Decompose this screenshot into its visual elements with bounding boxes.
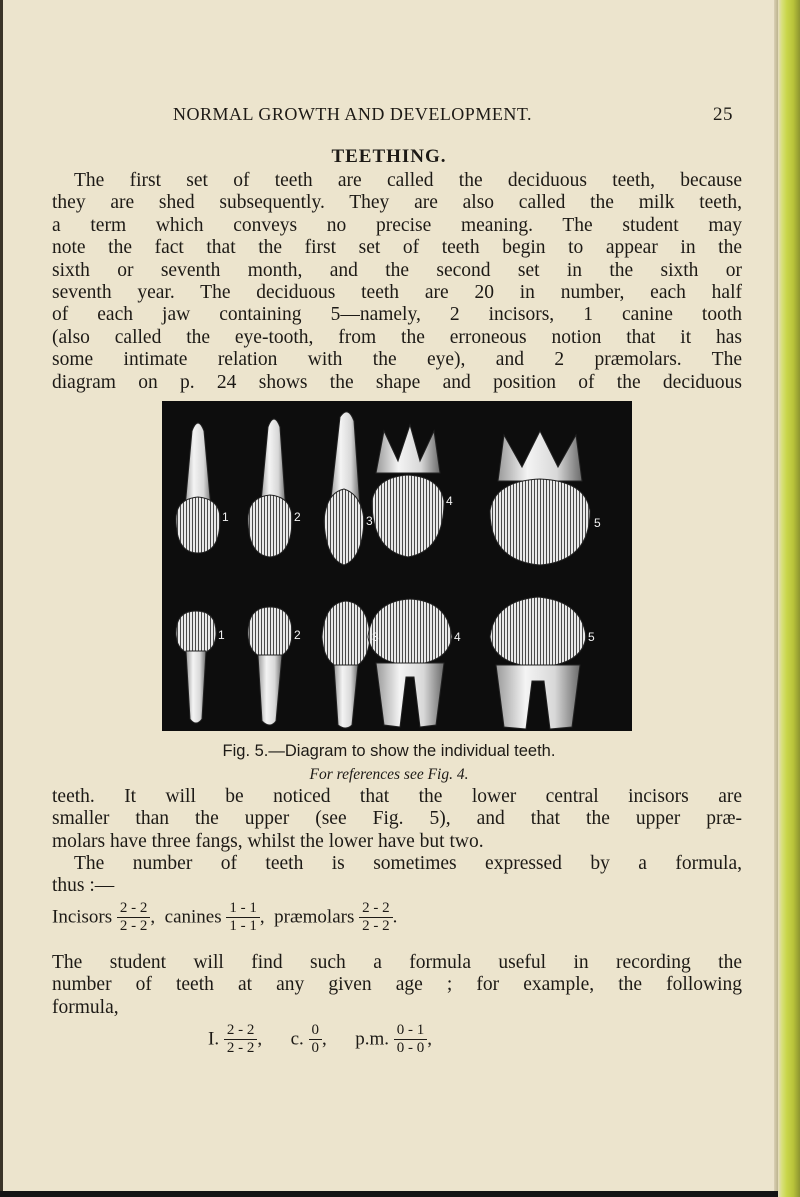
text-line: thus :—	[52, 875, 115, 897]
fraction-numerator: 0 - 1	[394, 1022, 428, 1040]
fraction-numerator: 2 - 2	[359, 900, 393, 918]
figure-reference: For references see Fig. 4.	[309, 766, 469, 783]
formula-i-label: I.	[208, 1028, 220, 1050]
dental-formula-2: I. $\frac{2 - 2}{2 - 2}$ , c. $\frac{0}{0}$ , p.m. $\frac{0 - 1}{0 - 0}$ ,	[208, 1022, 433, 1056]
paragraph-3	[52, 853, 742, 898]
bottom-rule	[0, 1191, 778, 1197]
fraction-denominator: 2 - 2	[362, 918, 390, 934]
fraction-denominator: 2 - 2	[226, 1040, 255, 1056]
upper-label-1: 1	[222, 510, 229, 524]
fraction-denominator: 0 - 0	[396, 1040, 425, 1056]
lower-tooth-4	[368, 599, 452, 727]
dental-formula-1: Incisors $\frac{2 - 2}{2 - 2}$ , canines $\frac{1 - 1}{1 - 1}$ , præmolars $\frac{2 - 2}{2 - 2}$ .	[52, 900, 398, 934]
figure-caption: Fig. 5.—Diagram to show the individual teeth.	[222, 742, 556, 760]
lower-label-1: 1	[218, 628, 225, 642]
text-line: molars have three fangs, whilst the lower have but two.	[52, 830, 484, 852]
text-line: note the fact that the first set of teeth begin to appear in the	[52, 237, 742, 259]
page-left-edge	[0, 0, 3, 1197]
running-head-title: NORMAL GROWTH AND DEVELOPMENT.	[173, 104, 532, 124]
text-line: seventh year. The deciduous teeth are 20 in number, each half	[52, 281, 742, 303]
formula-pm-fraction	[394, 1022, 428, 1057]
fraction-denominator: 2 - 2	[119, 918, 148, 934]
fraction-numerator: 0	[309, 1022, 323, 1040]
text-line: some intimate relation with the eye), and 2 præmolars. The	[52, 349, 742, 371]
formula-incisors-label: Incisors	[52, 906, 113, 928]
formula-canines-fraction	[226, 900, 260, 935]
lower-label-2: 2	[294, 628, 301, 642]
text-line: a term which conveys no precise meaning. The student may	[52, 214, 742, 236]
formula-praemolars-label: præmolars	[274, 906, 355, 928]
running-head	[173, 104, 733, 128]
upper-tooth-5	[490, 431, 590, 565]
text-line: they are shed subsequently. They are also called the milk teeth,	[52, 192, 742, 214]
lower-label-4: 4	[454, 630, 461, 644]
fraction-numerator: 1 - 1	[226, 900, 260, 918]
fraction-denominator: 0	[311, 1040, 320, 1056]
fraction-numerator: 2 - 2	[224, 1022, 258, 1040]
formula-praemolars-fraction	[359, 900, 393, 935]
lower-label-5: 5	[588, 630, 595, 644]
text-line: teeth. It will be noticed that the lower central incisors are	[52, 786, 742, 807]
upper-tooth-4	[372, 425, 444, 557]
formula-c-fraction	[309, 1022, 323, 1057]
text-line: (also called the eye-tooth, from the erroneous notion that it has	[52, 326, 742, 348]
paragraph-1	[52, 170, 742, 394]
text-line: The first set of teeth are called the deciduous teeth, because	[74, 170, 742, 191]
lower-tooth-2	[248, 607, 292, 725]
text-line: smaller than the upper (see Fig. 5), and that the upper præ-	[52, 808, 742, 830]
text-line: formula,	[52, 996, 119, 1018]
formula-i-fraction	[224, 1022, 258, 1057]
section-title: TEETHING.	[331, 146, 447, 167]
upper-label-2: 2	[294, 510, 301, 524]
paragraph-2	[52, 786, 742, 853]
text-line: number of teeth at any given age ; for example, the following	[52, 974, 742, 996]
text-line: The student will find such a formula useful in recording the	[52, 952, 742, 973]
formula-incisors-fraction	[117, 900, 151, 935]
upper-tooth-2	[248, 419, 292, 557]
upper-label-4: 4	[446, 494, 453, 508]
text-line: The number of teeth is sometimes expressed by a formula,	[74, 853, 742, 874]
formula-c-label: c.	[290, 1028, 304, 1050]
book-spine	[778, 0, 800, 1197]
lower-tooth-5	[490, 597, 586, 729]
lower-tooth-3	[322, 601, 370, 728]
teeth-diagram	[162, 401, 632, 731]
lower-tooth-1	[176, 611, 216, 723]
formula-canines-label: canines	[164, 906, 222, 928]
upper-label-5: 5	[594, 516, 601, 530]
fraction-numerator: 2 - 2	[117, 900, 151, 918]
upper-tooth-1	[176, 423, 220, 553]
formula-pm-label: p.m.	[355, 1028, 390, 1050]
upper-label-3: 3	[366, 514, 373, 528]
paragraph-4	[52, 952, 742, 1019]
page-number: 25	[713, 104, 733, 125]
upper-tooth-3	[324, 412, 364, 565]
teeth-diagram-figure	[162, 401, 632, 731]
text-line: sixth or seventh month, and the second set in the sixth or	[52, 259, 742, 281]
text-line: of each jaw containing 5—namely, 2 incisors, 1 canine tooth	[52, 304, 742, 326]
fraction-denominator: 1 - 1	[229, 918, 257, 934]
text-line: diagram on p. 24 shows the shape and position of the deciduous	[52, 371, 742, 393]
lower-label-3: 3	[372, 630, 379, 644]
